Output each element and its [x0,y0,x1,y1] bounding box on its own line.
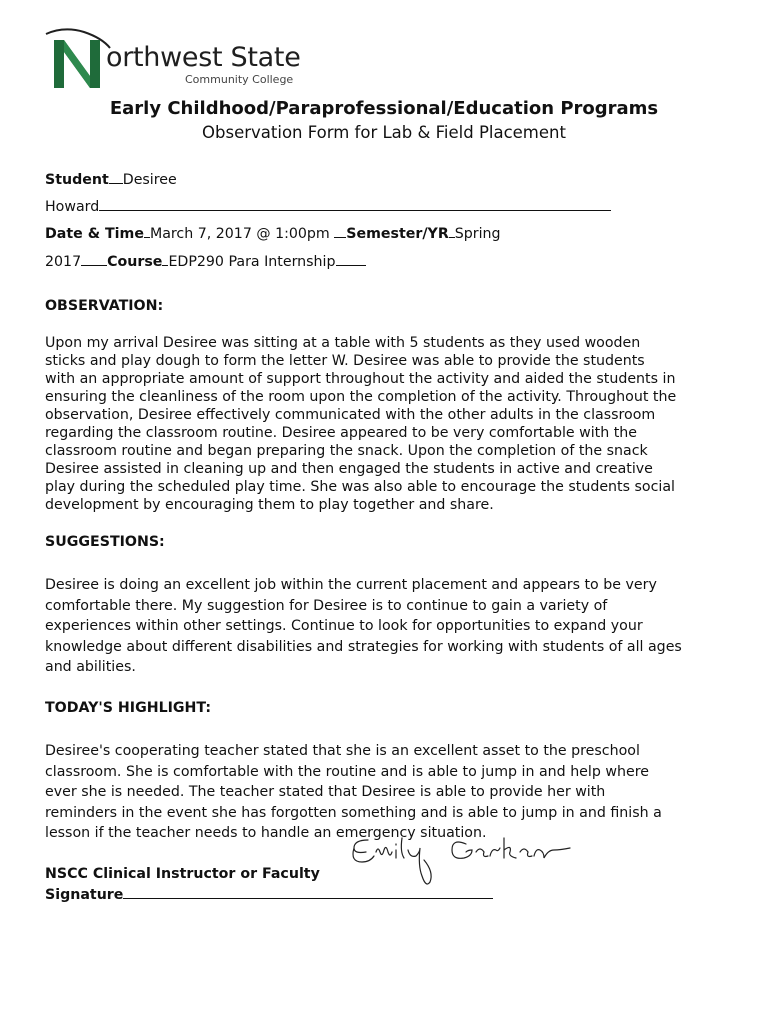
logo-n-mark-icon [44,26,114,94]
semester-value: Spring [454,226,501,242]
highlight-text [45,741,735,844]
course-value: EDP290 Para Internship [168,254,336,270]
form-title: Observation Form for Lab & Field Placement [202,123,566,142]
suggestions-line: experiences within other settings. Continue to look for opportunities to expand your [45,618,643,634]
suggestions-line: knowledge about different disabilities and strategies for working with students of all ages [45,638,682,655]
student-line-2 [45,199,611,215]
observation-line: classroom routine and began preparing the snack. Upon the completion of the snack [45,443,648,459]
observation-line: Desiree assisted in cleaning up and then engaged the students in active and creative [45,461,653,477]
handwritten-signature [348,832,588,892]
highlight-line: classroom. She is comfortable with the routine and is able to jump in and help where [45,763,649,780]
observation-heading: OBSERVATION: [45,298,164,314]
observation-text [45,334,735,514]
student-last-name: Howard [45,199,100,215]
observation-line: development by encouraging them to play together and share. [45,497,494,513]
suggestions-heading: SUGGESTIONS: [45,534,165,550]
highlight-line: reminders in the event she has forgotten something and is able to jump in and finish a [45,804,662,821]
observation-line: with an appropriate amount of support throughout the activity and aided the students in [45,371,676,387]
course-label: Course [107,254,163,270]
student-first-name: Desiree [122,172,177,188]
form-program-title: Early Childhood/Paraprofessional/Education Programs [109,98,659,119]
highlight-line: lesson if the teacher needs to handle an emergency situation. [45,825,487,841]
signature-label-1: NSCC Clinical Instructor or Faculty [45,866,320,882]
logo-college-name: orthwest State [106,42,301,73]
observation-line: ensuring the cleanliness of the room upon the completion of the activity. Throughout the [45,389,677,405]
observation-line: observation, Desiree effectively communicated with the other adults in the classroom [45,407,656,423]
suggestions-text [45,575,735,678]
student-line-1 [45,172,177,188]
suggestions-line: comfortable there. My suggestion for Desiree is to continue to gain a variety of [45,597,608,614]
course-line [45,254,366,270]
suggestions-line: Desiree is doing an excellent job within the current placement and appears to be very [45,577,657,593]
observation-line: Upon my arrival Desiree was sitting at a table with 5 students as they used wooden [45,335,641,351]
suggestions-line: and abilities. [45,659,136,675]
logo-subtitle: Community College [185,73,294,86]
college-logo [44,26,304,94]
date-semester-line [45,226,501,242]
observation-line: regarding the classroom routine. Desiree appeared to be very comfortable with the [45,425,638,441]
highlight-line: Desiree's cooperating teacher stated that she is an excellent asset to the preschool [45,743,640,759]
semester-year: 2017 [45,254,82,270]
observation-line: play during the scheduled play time. She was also able to encourage the students social [45,479,675,495]
signature-label-2: Signature [45,887,124,903]
date-label: Date & Time [45,226,144,242]
observation-line: sticks and play dough to form the letter W. Desiree was able to provide the students [45,353,645,369]
highlight-line: ever she is needed. The teacher stated that Desiree is able to provide her with [45,784,606,800]
highlight-heading: TODAY'S HIGHLIGHT: [45,700,211,716]
date-value: March 7, 2017 @ 1:00pm [149,226,330,242]
student-label: Student [45,172,109,188]
semester-label: Semester/YR [346,226,449,242]
